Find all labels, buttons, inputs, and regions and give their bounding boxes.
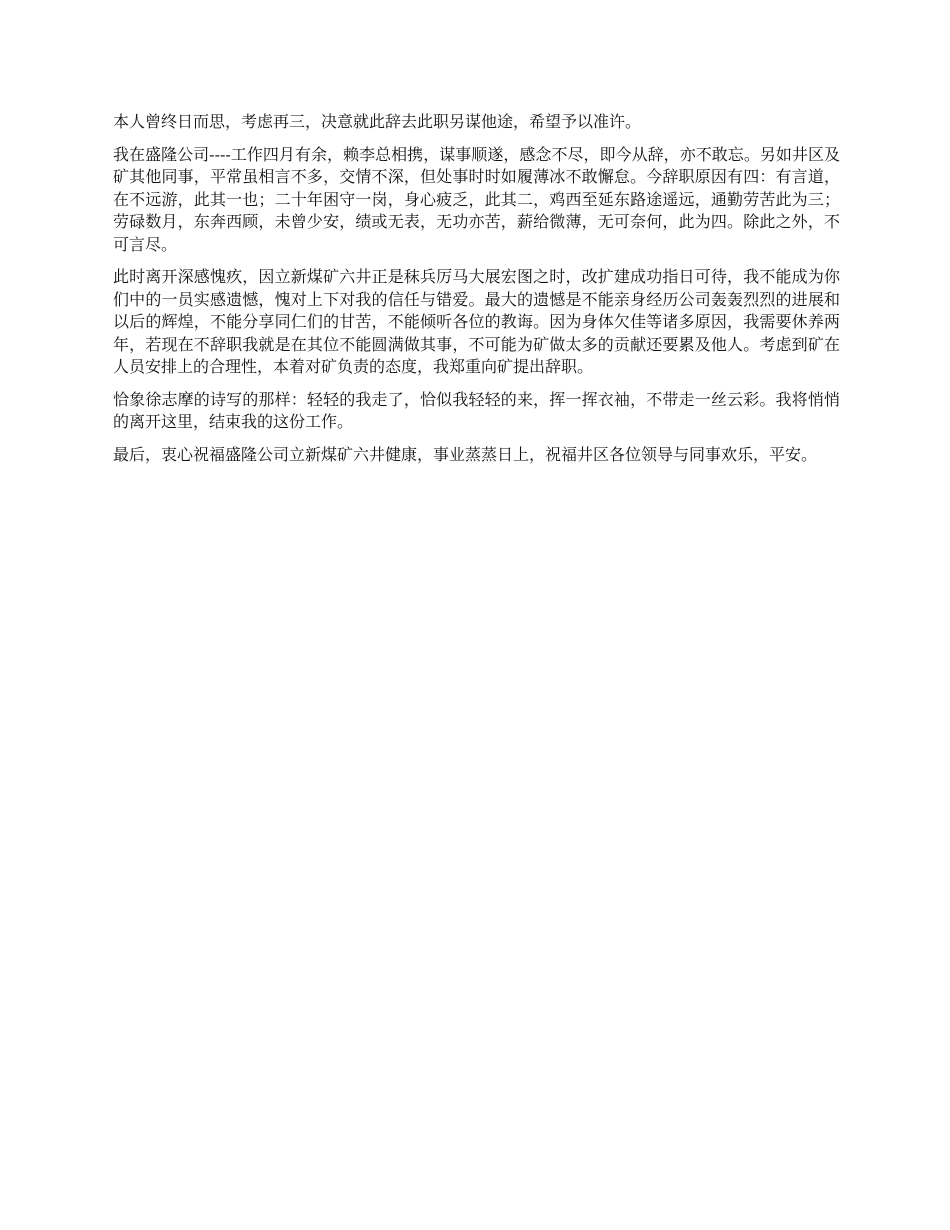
paragraph-4: 恰象徐志摩的诗写的那样：轻轻的我走了，恰似我轻轻的来，挥一挥衣袖，不带走一丝云彩。我将悄悄的离开这里，结束我的这份工作。 — [113, 389, 840, 431]
paragraph-5: 最后，衷心祝福盛隆公司立新煤矿六井健康，事业蒸蒸日上，祝福井区各位领导与同事欢乐，平安。 — [113, 444, 818, 464]
document-body — [113, 111, 840, 476]
paragraph-2: 我在盛隆公司----工作四月有余，赖李总相携，谋事顺遂，感念不尽，即今从辞，亦不敢忘。另如井区及矿其他同事，平常虽相言不多，交情不深，但处事时时如履薄冰不敢懈怠。今辞职原因有四：有言道，在不远游，此其一也；二十年困守一岗，身心疲乏，此其二，鸡西至延东路途遥远，通勤劳苦此为三；劳碌数月，东奔西顾，未曾少安，绩或无表，无功亦苦，薪给微薄，无可奈何，此为四。除此之外，不可言尽。 — [113, 144, 840, 254]
paragraph-1: 本人曾终日而思，考虑再三，决意就此辞去此职另谋他途，希望予以准许。 — [113, 112, 642, 131]
paragraph-3: 此时离开深感愧疚，因立新煤矿六井正是秣兵厉马大展宏图之时，改扩建成功指日可待，我不能成为你们中的一员实感遗憾，愧对上下对我的信任与错爱。最大的遗憾是不能亲身经历公司轰轰烈烈的进展和以后的辉煌，不能分享同仁们的甘苦，不能倾听各位的教诲。因为身体欠佳等诸多原因，我需要休养两年，若现在不辞职我就是在其位不能圆满做其事，不可能为矿做太多的贡献还要累及他人。考虑到矿在人员安排上的合理性，本着对矿负责的态度，我郑重向矿提出辞职。 — [113, 267, 840, 376]
